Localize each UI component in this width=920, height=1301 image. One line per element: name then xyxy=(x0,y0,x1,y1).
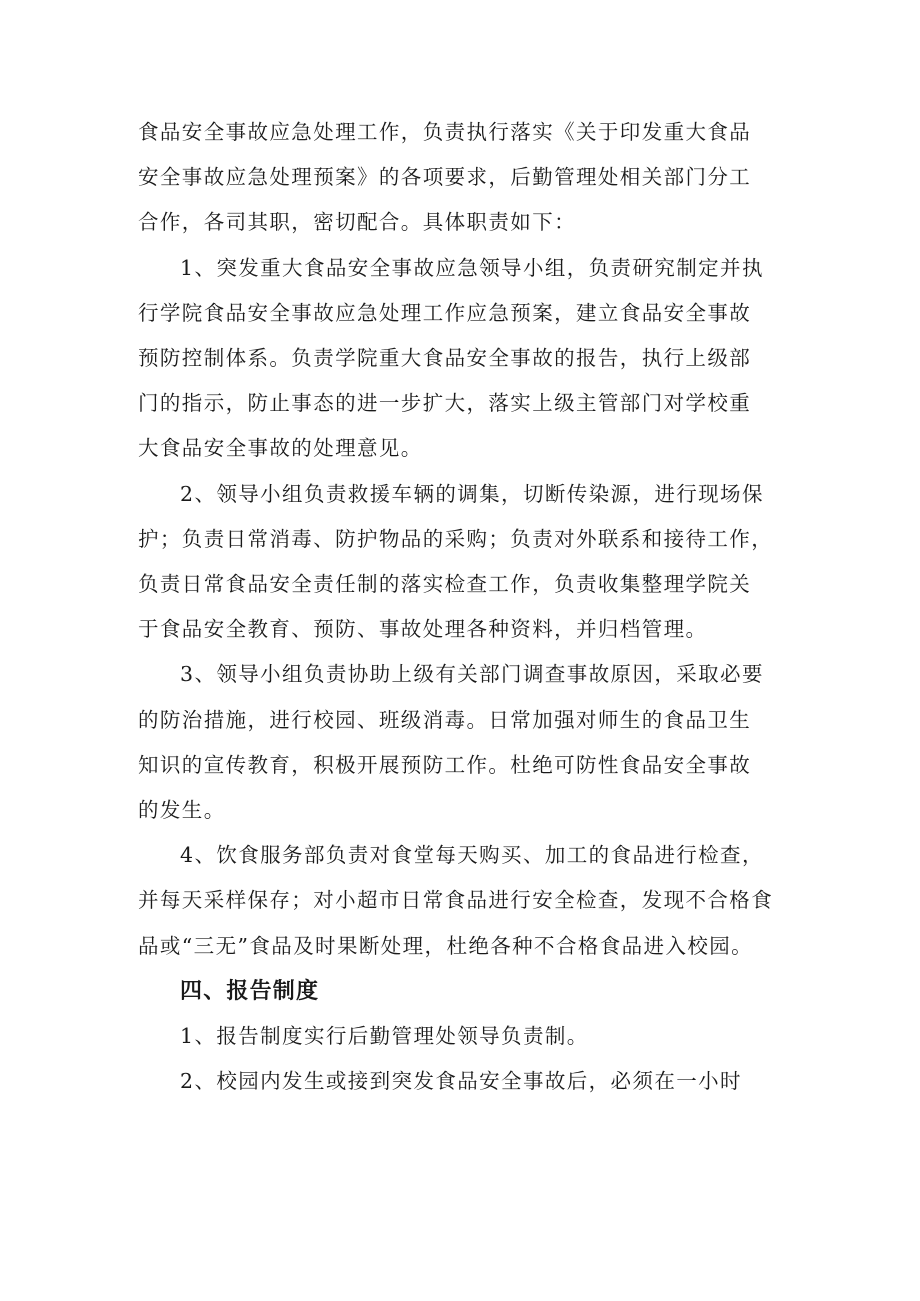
text-line: 于食品安全教育、预防、事故处理各种资料，并归档管理。 xyxy=(138,617,708,642)
text-line: 负责日常食品安全责任制的落实检查工作，负责收集整理学院关 xyxy=(138,572,752,597)
text-line: 门的指示，防止事态的进一步扩大，落实上级主管部门对学校重 xyxy=(138,391,752,416)
text-line: 4、饮食服务部负责对食堂每天购买、加工的食品进行检查， xyxy=(180,843,764,868)
text-line: 1、报告制度实行后勤管理处领导负责制。 xyxy=(180,1024,589,1049)
duty-item-4 xyxy=(138,833,804,969)
duty-item-2 xyxy=(138,472,804,653)
duty-item-1 xyxy=(138,246,804,472)
text-line: 的发生。 xyxy=(138,798,226,823)
section-heading: 四、报告制度 xyxy=(180,978,320,1004)
text-line: 大食品安全事故的处理意见。 xyxy=(138,436,423,461)
text-line: 品或“三无”食品及时果断处理，杜绝各种不合格食品进入校园。 xyxy=(138,933,754,958)
text-line: 1、突发重大食品安全事故应急领导小组，负责研究制定并执 xyxy=(180,255,764,280)
intro-paragraph xyxy=(138,110,804,246)
text-line: 安全事故应急处理预案》的各项要求，后勤管理处相关部门分工 xyxy=(138,165,752,190)
text-line: 知识的宣传教育，积极开展预防工作。杜绝可防性食品安全事故 xyxy=(138,752,752,777)
text-line: 合作，各司其职，密切配合。具体职责如下： xyxy=(138,210,576,235)
text-line: 的防治措施，进行校园、班级消毒。日常加强对师生的食品卫生 xyxy=(138,707,752,732)
text-line: 行学院食品安全事故应急处理工作应急预案，建立食品安全事故 xyxy=(138,300,752,325)
text-line: 食品安全事故应急处理工作，负责执行落实《关于印发重大食品 xyxy=(138,120,752,144)
text-line: 预防控制体系。负责学院重大食品安全事故的报告，执行上级部 xyxy=(138,346,752,371)
duty-item-3 xyxy=(138,652,804,833)
text-line: 3、领导小组负责协助上级有关部门调查事故原因，采取必要 xyxy=(180,662,764,687)
text-line: 护；负责日常消毒、防护物品的采购；负责对外联系和接待工作， xyxy=(138,526,774,551)
report-item-2 xyxy=(138,1059,804,1104)
document-body xyxy=(138,110,804,1104)
text-line: 2、领导小组负责救援车辆的调集，切断传染源，进行现场保 xyxy=(180,481,764,506)
report-item-1 xyxy=(138,1014,804,1059)
text-line: 2、校园内发生或接到突发食品安全事故后，必须在一小时 xyxy=(180,1069,742,1094)
text-line: 并每天采样保存；对小超市日常食品进行安全检查，发现不合格食 xyxy=(138,888,774,913)
